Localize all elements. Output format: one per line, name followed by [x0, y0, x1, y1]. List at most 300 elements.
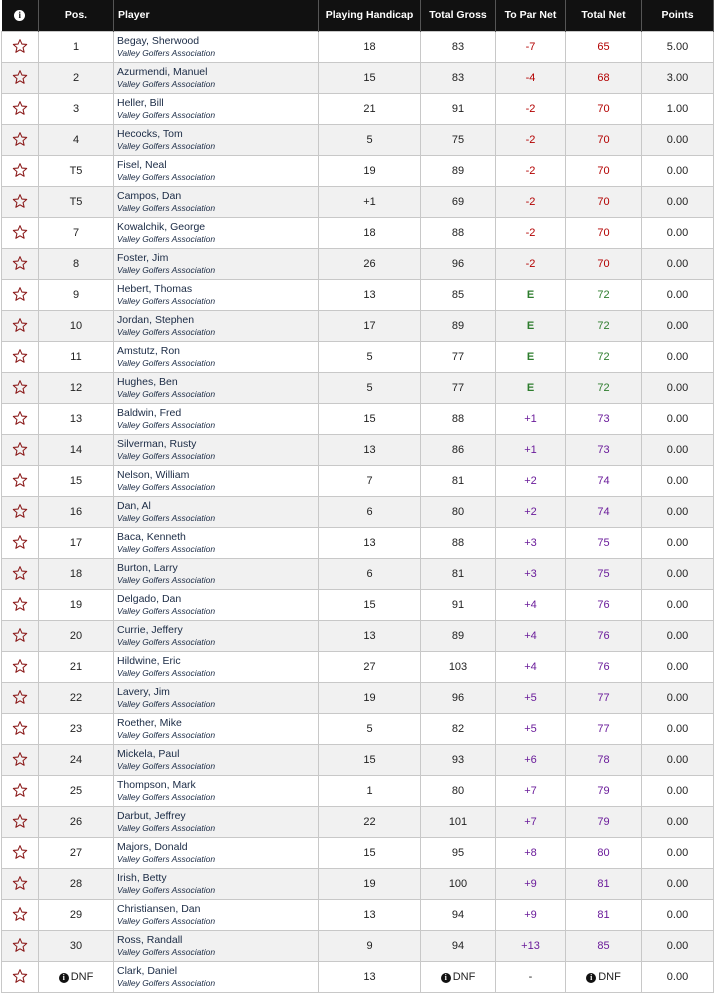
net-cell: [566, 900, 642, 931]
pos-cell: [39, 776, 114, 807]
player-name[interactable]: Thompson, Mark: [117, 779, 196, 791]
table-row[interactable]: [2, 683, 714, 714]
points-cell: 0.00: [642, 869, 714, 900]
star-icon[interactable]: [12, 38, 28, 54]
to-par-cell: +1: [496, 435, 566, 466]
player-cell[interactable]: [114, 683, 319, 714]
star-icon[interactable]: [12, 689, 28, 705]
player-name[interactable]: Kowalchik, George: [117, 221, 206, 233]
info-icon[interactable]: i: [59, 973, 69, 983]
star-icon[interactable]: [12, 131, 28, 147]
pos-cell: [39, 63, 114, 94]
total-net: 81: [597, 878, 610, 890]
player-name[interactable]: Dan, Al: [117, 500, 151, 512]
player-cell[interactable]: [114, 807, 319, 838]
star-icon[interactable]: [12, 255, 28, 271]
player-cell[interactable]: [114, 466, 319, 497]
position: 18: [69, 568, 83, 580]
player-association: Valley Golfers Association: [117, 916, 216, 926]
points-cell: 0.00: [642, 497, 714, 528]
favorite-cell[interactable]: [2, 869, 39, 900]
player-cell[interactable]: [114, 63, 319, 94]
handicap-cell: 13: [319, 621, 421, 652]
favorite-cell[interactable]: [2, 528, 39, 559]
pos-cell: [39, 280, 114, 311]
net-cell: [566, 590, 642, 621]
to-par-cell: -2: [496, 187, 566, 218]
table-row[interactable]: [2, 311, 714, 342]
favorite-cell[interactable]: [2, 497, 39, 528]
handicap-cell: 13: [319, 528, 421, 559]
player-cell[interactable]: [114, 745, 319, 776]
gross-cell: [421, 869, 496, 900]
favorite-cell[interactable]: [2, 776, 39, 807]
gross-cell: [421, 156, 496, 187]
total-gross: 88: [451, 537, 465, 549]
player-name[interactable]: Roether, Mike: [117, 717, 182, 729]
points-cell: 0.00: [642, 342, 714, 373]
favorite-cell[interactable]: [2, 63, 39, 94]
table-row[interactable]: [2, 745, 714, 776]
player-name[interactable]: Campos, Dan: [117, 190, 182, 202]
net-cell: [566, 373, 642, 404]
to-par-cell: -4: [496, 63, 566, 94]
net-cell: [566, 683, 642, 714]
player-name[interactable]: Hildwine, Eric: [117, 655, 181, 667]
player-cell[interactable]: [114, 559, 319, 590]
player-name[interactable]: Burton, Larry: [117, 562, 178, 574]
total-net: 72: [597, 289, 610, 301]
to-par-cell: +3: [496, 528, 566, 559]
table-row[interactable]: [2, 63, 714, 94]
player-cell[interactable]: [114, 342, 319, 373]
total-net: 65: [597, 41, 610, 53]
player-name[interactable]: Darbut, Jeffrey: [117, 810, 186, 822]
total-gross: 80: [451, 785, 465, 797]
table-row[interactable]: [2, 590, 714, 621]
gross-cell: [421, 838, 496, 869]
player-cell[interactable]: [114, 435, 319, 466]
pos-cell: [39, 807, 114, 838]
star-icon[interactable]: [12, 844, 28, 860]
player-name[interactable]: Azurmendi, Manuel: [117, 66, 208, 78]
favorite-cell[interactable]: [2, 32, 39, 63]
favorite-cell[interactable]: [2, 125, 39, 156]
total-net: 68: [597, 72, 610, 84]
favorite-cell[interactable]: [2, 621, 39, 652]
total-net: 73: [597, 444, 610, 456]
star-icon[interactable]: [12, 503, 28, 519]
position: 11: [70, 351, 82, 363]
to-par-cell: +3: [496, 559, 566, 590]
favorite-cell[interactable]: [2, 404, 39, 435]
star-icon[interactable]: [12, 100, 28, 116]
player-cell[interactable]: [114, 900, 319, 931]
star-icon[interactable]: [12, 224, 28, 240]
to-par-cell: +9: [496, 869, 566, 900]
position: DNF: [70, 971, 94, 983]
handicap-cell: 18: [319, 32, 421, 63]
table-row[interactable]: [2, 125, 714, 156]
favorite-cell[interactable]: [2, 249, 39, 280]
player-cell[interactable]: [114, 156, 319, 187]
handicap-cell: 5: [319, 714, 421, 745]
favorite-cell[interactable]: [2, 466, 39, 497]
favorite-cell[interactable]: [2, 807, 39, 838]
player-name[interactable]: Fisel, Neal: [117, 159, 167, 171]
table-row[interactable]: [2, 652, 714, 683]
favorite-cell[interactable]: [2, 931, 39, 962]
player-name[interactable]: Mickela, Paul: [117, 748, 180, 760]
star-icon[interactable]: [12, 379, 28, 395]
handicap-cell: 6: [319, 497, 421, 528]
star-icon[interactable]: [12, 317, 28, 333]
star-icon[interactable]: [12, 937, 28, 953]
handicap-cell: 13: [319, 435, 421, 466]
gross-cell: [421, 776, 496, 807]
favorite-cell[interactable]: [2, 900, 39, 931]
player-cell[interactable]: [114, 94, 319, 125]
star-icon[interactable]: [12, 751, 28, 767]
player-cell[interactable]: [114, 931, 319, 962]
table-row[interactable]: [2, 94, 714, 125]
player-name[interactable]: Hecocks, Tom: [117, 128, 183, 140]
favorite-cell[interactable]: [2, 156, 39, 187]
star-icon[interactable]: [12, 658, 28, 674]
table-row[interactable]: [2, 962, 714, 993]
player-cell[interactable]: [114, 838, 319, 869]
info-icon[interactable]: i: [14, 10, 25, 21]
position: 20: [69, 630, 83, 642]
table-row[interactable]: [2, 528, 714, 559]
star-icon[interactable]: [12, 348, 28, 364]
points-cell: 0.00: [642, 931, 714, 962]
player-name[interactable]: Begay, Sherwood: [117, 35, 200, 47]
total-gross: 80: [451, 506, 465, 518]
net-cell: [566, 466, 642, 497]
net-cell: [566, 714, 642, 745]
star-icon[interactable]: [12, 162, 28, 178]
points-cell: 1.00: [642, 94, 714, 125]
player-cell[interactable]: [114, 373, 319, 404]
player-cell[interactable]: [114, 621, 319, 652]
player-cell[interactable]: [114, 125, 319, 156]
pos-cell: [39, 32, 114, 63]
table-row[interactable]: [2, 900, 714, 931]
handicap-cell: 18: [319, 218, 421, 249]
info-header-cell[interactable]: [2, 0, 39, 32]
leaderboard-table: [1, 0, 714, 993]
to-par-cell: +8: [496, 838, 566, 869]
table-row[interactable]: [2, 714, 714, 745]
player-cell[interactable]: [114, 311, 319, 342]
net-header[interactable]: Total Net: [566, 0, 642, 32]
player-name[interactable]: Irish, Betty: [117, 872, 167, 884]
to-par-cell: E: [496, 311, 566, 342]
favorite-cell[interactable]: [2, 745, 39, 776]
player-cell[interactable]: [114, 776, 319, 807]
net-cell: [566, 94, 642, 125]
table-row[interactable]: [2, 404, 714, 435]
pos-cell: [39, 652, 114, 683]
player-cell[interactable]: [114, 404, 319, 435]
favorite-cell[interactable]: [2, 683, 39, 714]
handicap-cell: 27: [319, 652, 421, 683]
net-cell: [566, 931, 642, 962]
favorite-cell[interactable]: [2, 280, 39, 311]
handicap-cell: 13: [319, 280, 421, 311]
net-cell: [566, 962, 642, 993]
pos-cell: [39, 156, 114, 187]
net-cell: [566, 156, 642, 187]
favorite-cell[interactable]: [2, 373, 39, 404]
to-par-cell: -2: [496, 156, 566, 187]
handicap-cell: 15: [319, 404, 421, 435]
player-association: Valley Golfers Association: [117, 420, 216, 430]
net-cell: [566, 187, 642, 218]
star-icon[interactable]: [12, 193, 28, 209]
favorite-cell[interactable]: [2, 962, 39, 993]
total-net: 70: [597, 103, 610, 115]
pos-cell: [39, 311, 114, 342]
star-icon[interactable]: [12, 813, 28, 829]
star-icon[interactable]: [12, 69, 28, 85]
player-name[interactable]: Delgado, Dan: [117, 593, 182, 605]
player-name[interactable]: Hebert, Thomas: [117, 283, 193, 295]
star-icon[interactable]: [12, 906, 28, 922]
total-gross: 83: [451, 41, 465, 53]
player-cell[interactable]: [114, 32, 319, 63]
table-row[interactable]: [2, 280, 714, 311]
net-cell: [566, 745, 642, 776]
table-row[interactable]: [2, 869, 714, 900]
table-row[interactable]: [2, 807, 714, 838]
table-row[interactable]: [2, 621, 714, 652]
gross-cell: [421, 559, 496, 590]
total-gross: 88: [451, 227, 465, 239]
handicap-cell: 17: [319, 311, 421, 342]
total-gross: 93: [451, 754, 465, 766]
favorite-cell[interactable]: [2, 652, 39, 683]
handicap-cell: 15: [319, 838, 421, 869]
pos-cell: [39, 900, 114, 931]
points-cell: 0.00: [642, 683, 714, 714]
table-header: [2, 0, 714, 32]
star-icon[interactable]: [12, 410, 28, 426]
total-net: 70: [597, 196, 610, 208]
total-net: 72: [597, 320, 610, 332]
pos-cell: [39, 466, 114, 497]
favorite-cell[interactable]: [2, 311, 39, 342]
gross-cell: [421, 187, 496, 218]
points-cell: 0.00: [642, 466, 714, 497]
table-row[interactable]: [2, 32, 714, 63]
player-name[interactable]: Clark, Daniel: [117, 965, 178, 977]
table-row[interactable]: [2, 776, 714, 807]
to-par-cell: +6: [496, 745, 566, 776]
player-name[interactable]: Ross, Randall: [117, 934, 183, 946]
table-row[interactable]: [2, 559, 714, 590]
total-gross: 69: [451, 196, 465, 208]
star-icon[interactable]: [12, 565, 28, 581]
table-row[interactable]: [2, 218, 714, 249]
net-cell: [566, 404, 642, 435]
player-association: Valley Golfers Association: [117, 389, 216, 399]
favorite-cell[interactable]: [2, 714, 39, 745]
to-par-header[interactable]: To Par Net: [496, 0, 566, 32]
info-icon[interactable]: i: [586, 973, 596, 983]
player-name[interactable]: Baldwin, Fred: [117, 407, 182, 419]
points-cell: 0.00: [642, 590, 714, 621]
player-cell[interactable]: [114, 962, 319, 993]
position: 2: [72, 72, 80, 84]
player-association: Valley Golfers Association: [117, 48, 216, 58]
pos-cell: [39, 94, 114, 125]
player-name[interactable]: Christiansen, Dan: [117, 903, 201, 915]
player-cell[interactable]: [114, 714, 319, 745]
total-net: 74: [597, 475, 610, 487]
gross-cell: [421, 249, 496, 280]
player-association: Valley Golfers Association: [117, 79, 216, 89]
total-gross: 94: [451, 940, 465, 952]
player-cell[interactable]: [114, 652, 319, 683]
to-par-cell: +7: [496, 807, 566, 838]
table-row[interactable]: [2, 931, 714, 962]
net-cell: [566, 125, 642, 156]
pos-cell: [39, 621, 114, 652]
player-name[interactable]: Baca, Kenneth: [117, 531, 186, 543]
total-gross: 103: [448, 661, 468, 673]
table-row[interactable]: [2, 497, 714, 528]
player-header[interactable]: Player: [114, 0, 319, 32]
position: 4: [72, 134, 80, 146]
to-par-cell: +1: [496, 404, 566, 435]
points-cell: 0.00: [642, 838, 714, 869]
total-gross: 100: [448, 878, 468, 890]
star-icon[interactable]: [12, 286, 28, 302]
total-net: 75: [597, 537, 610, 549]
star-icon[interactable]: [12, 720, 28, 736]
player-name[interactable]: Heller, Bill: [117, 97, 164, 109]
total-gross: 81: [451, 568, 465, 580]
gross-cell: [421, 94, 496, 125]
table-row[interactable]: [2, 466, 714, 497]
player-name[interactable]: Amstutz, Ron: [117, 345, 181, 357]
player-name[interactable]: Lavery, Jim: [117, 686, 170, 698]
player-name[interactable]: Currie, Jeffery: [117, 624, 183, 636]
table-row[interactable]: [2, 156, 714, 187]
player-association: Valley Golfers Association: [117, 823, 216, 833]
gross-header[interactable]: Total Gross: [421, 0, 496, 32]
net-cell: [566, 342, 642, 373]
handicap-cell: 22: [319, 807, 421, 838]
player-association: Valley Golfers Association: [117, 947, 216, 957]
total-gross: 101: [448, 816, 468, 828]
points-cell: 0.00: [642, 187, 714, 218]
gross-cell: [421, 342, 496, 373]
pos-header[interactable]: Pos.: [39, 0, 114, 32]
favorite-cell[interactable]: [2, 435, 39, 466]
points-cell: 0.00: [642, 404, 714, 435]
table-row[interactable]: [2, 187, 714, 218]
handicap-cell: 19: [319, 683, 421, 714]
net-cell: [566, 497, 642, 528]
player-name[interactable]: Jordan, Stephen: [117, 314, 195, 326]
position: 28: [69, 878, 83, 890]
player-association: Valley Golfers Association: [117, 606, 216, 616]
star-icon[interactable]: [12, 875, 28, 891]
favorite-cell[interactable]: [2, 94, 39, 125]
to-par-cell: E: [496, 373, 566, 404]
player-name[interactable]: Majors, Donald: [117, 841, 188, 853]
star-icon[interactable]: [12, 441, 28, 457]
star-icon[interactable]: [12, 472, 28, 488]
star-icon[interactable]: [12, 534, 28, 550]
gross-cell: [421, 962, 496, 993]
player-cell[interactable]: [114, 218, 319, 249]
player-cell[interactable]: [114, 497, 319, 528]
table-row[interactable]: [2, 435, 714, 466]
position: 9: [72, 289, 80, 301]
player-cell[interactable]: [114, 249, 319, 280]
to-par-cell: -: [496, 962, 566, 993]
table-row[interactable]: [2, 342, 714, 373]
player-cell[interactable]: [114, 187, 319, 218]
points-cell: 0.00: [642, 962, 714, 993]
position: 8: [72, 258, 80, 270]
to-par-cell: -2: [496, 218, 566, 249]
star-icon[interactable]: [12, 627, 28, 643]
handicap-cell: 19: [319, 156, 421, 187]
total-gross: 94: [451, 909, 465, 921]
net-cell: [566, 838, 642, 869]
player-cell[interactable]: [114, 590, 319, 621]
player-cell[interactable]: [114, 869, 319, 900]
table-row[interactable]: [2, 249, 714, 280]
table-body: [2, 32, 714, 993]
favorite-cell[interactable]: [2, 187, 39, 218]
favorite-cell[interactable]: [2, 590, 39, 621]
net-cell: [566, 652, 642, 683]
player-name[interactable]: Foster, Jim: [117, 252, 169, 264]
total-net: 76: [597, 630, 610, 642]
player-name[interactable]: Silverman, Rusty: [117, 438, 197, 450]
points-header[interactable]: Points: [642, 0, 714, 32]
star-icon[interactable]: [12, 968, 28, 984]
net-cell: [566, 249, 642, 280]
favorite-cell[interactable]: [2, 342, 39, 373]
table-row[interactable]: [2, 838, 714, 869]
favorite-cell[interactable]: [2, 218, 39, 249]
position: 24: [69, 754, 83, 766]
player-name[interactable]: Hughes, Ben: [117, 376, 178, 388]
handicap-cell: 5: [319, 373, 421, 404]
player-name[interactable]: Nelson, William: [117, 469, 190, 481]
favorite-cell[interactable]: [2, 559, 39, 590]
favorite-cell[interactable]: [2, 838, 39, 869]
info-icon[interactable]: i: [441, 973, 451, 983]
handicap-cell: 1: [319, 776, 421, 807]
handicap-header[interactable]: Playing Handicap: [319, 0, 421, 32]
star-icon[interactable]: [12, 596, 28, 612]
total-net: 80: [597, 847, 610, 859]
player-cell[interactable]: [114, 528, 319, 559]
table-row[interactable]: [2, 373, 714, 404]
net-cell: [566, 807, 642, 838]
star-icon[interactable]: [12, 782, 28, 798]
total-net: 76: [597, 599, 610, 611]
player-cell[interactable]: [114, 280, 319, 311]
